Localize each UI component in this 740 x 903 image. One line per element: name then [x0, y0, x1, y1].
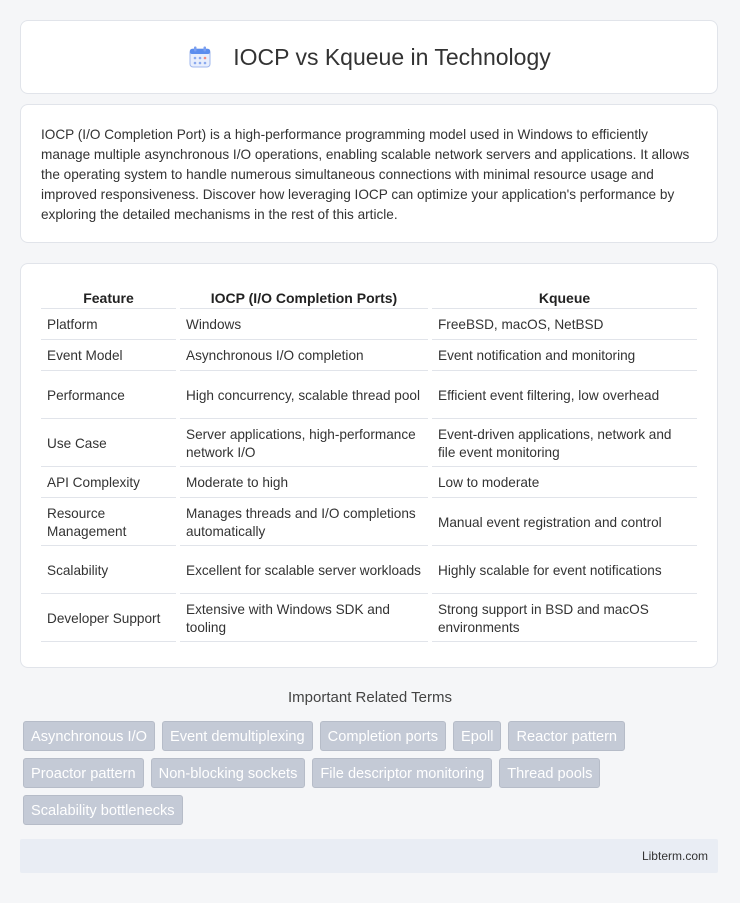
header-iocp: IOCP (I/O Completion Ports)	[180, 286, 428, 309]
table-cell-kqueue: Manual event registration and control	[432, 500, 697, 546]
table-cell-feature: Scalability	[41, 548, 176, 594]
term-tag[interactable]: Asynchronous I/O	[23, 721, 155, 751]
table-cell-feature: Platform	[41, 311, 176, 340]
table-row	[41, 342, 697, 371]
table-cell-iocp: Manages threads and I/O completions automatically	[180, 500, 428, 546]
table-cell-iocp: Moderate to high	[180, 469, 428, 498]
table-cell-iocp: Extensive with Windows SDK and tooling	[180, 596, 428, 642]
header-feature: Feature	[41, 286, 176, 309]
intro-card	[20, 104, 718, 243]
term-tag[interactable]: Epoll	[453, 721, 501, 751]
page-title: IOCP vs Kqueue in Technology	[233, 43, 551, 70]
table-cell-feature: Use Case	[41, 421, 176, 467]
table-cell-kqueue: FreeBSD, macOS, NetBSD	[432, 311, 697, 340]
footer	[20, 839, 718, 873]
table-row	[41, 421, 697, 467]
related-terms-heading: Important Related Terms	[288, 689, 452, 706]
comparison-table-card	[20, 263, 718, 668]
table-cell-iocp: Excellent for scalable server workloads	[180, 548, 428, 594]
table-header-row	[41, 286, 697, 309]
header-card	[20, 20, 718, 94]
table-row	[41, 596, 697, 642]
table-cell-kqueue: Low to moderate	[432, 469, 697, 498]
table-row	[41, 311, 697, 340]
table-cell-feature: Performance	[41, 373, 176, 419]
table-row	[41, 500, 697, 546]
table-cell-iocp: Server applications, high-performance network I/O	[180, 421, 428, 467]
comparison-table	[37, 284, 701, 644]
table-cell-feature: API Complexity	[41, 469, 176, 498]
table-cell-iocp: Windows	[180, 311, 428, 340]
term-tag[interactable]: Event demultiplexing	[162, 721, 313, 751]
term-tag[interactable]: Completion ports	[320, 721, 446, 751]
table-cell-kqueue: Strong support in BSD and macOS environments	[432, 596, 697, 642]
table-cell-feature: Resource Management	[41, 500, 176, 546]
term-tag[interactable]: Thread pools	[499, 758, 600, 788]
table-cell-iocp: High concurrency, scalable thread pool	[180, 373, 428, 419]
table-cell-kqueue: Event notification and monitoring	[432, 342, 697, 371]
calendar-icon	[187, 44, 213, 70]
term-tag[interactable]: Scalability bottlenecks	[23, 795, 183, 825]
term-tag[interactable]: Reactor pattern	[508, 721, 625, 751]
table-cell-feature: Event Model	[41, 342, 176, 371]
table-cell-kqueue: Event-driven applications, network and file event monitoring	[432, 421, 697, 467]
related-terms-list	[23, 721, 723, 825]
term-tag[interactable]: File descriptor monitoring	[312, 758, 492, 788]
table-row	[41, 548, 697, 594]
intro-text: IOCP (I/O Completion Port) is a high-performance programming model used in Windows to efficiently manage multiple asynchronous I/O operations, enabling scalable network servers and applications. It allows the operating system to handle numerous simultaneous connections with minimal resource usage and improved responsiveness. Discover how leveraging IOCP can optimize your application's performance by exploring the detailed mechanisms in the rest of this article.	[41, 127, 690, 222]
term-tag[interactable]: Proactor pattern	[23, 758, 144, 788]
table-row	[41, 373, 697, 419]
table-cell-iocp: Asynchronous I/O completion	[180, 342, 428, 371]
table-cell-kqueue: Efficient event filtering, low overhead	[432, 373, 697, 419]
table-row	[41, 469, 697, 498]
term-tag[interactable]: Non-blocking sockets	[151, 758, 306, 788]
table-cell-feature: Developer Support	[41, 596, 176, 642]
footer-site-link[interactable]: Libterm.com	[641, 849, 708, 863]
header-kqueue: Kqueue	[432, 286, 697, 309]
table-cell-kqueue: Highly scalable for event notifications	[432, 548, 697, 594]
